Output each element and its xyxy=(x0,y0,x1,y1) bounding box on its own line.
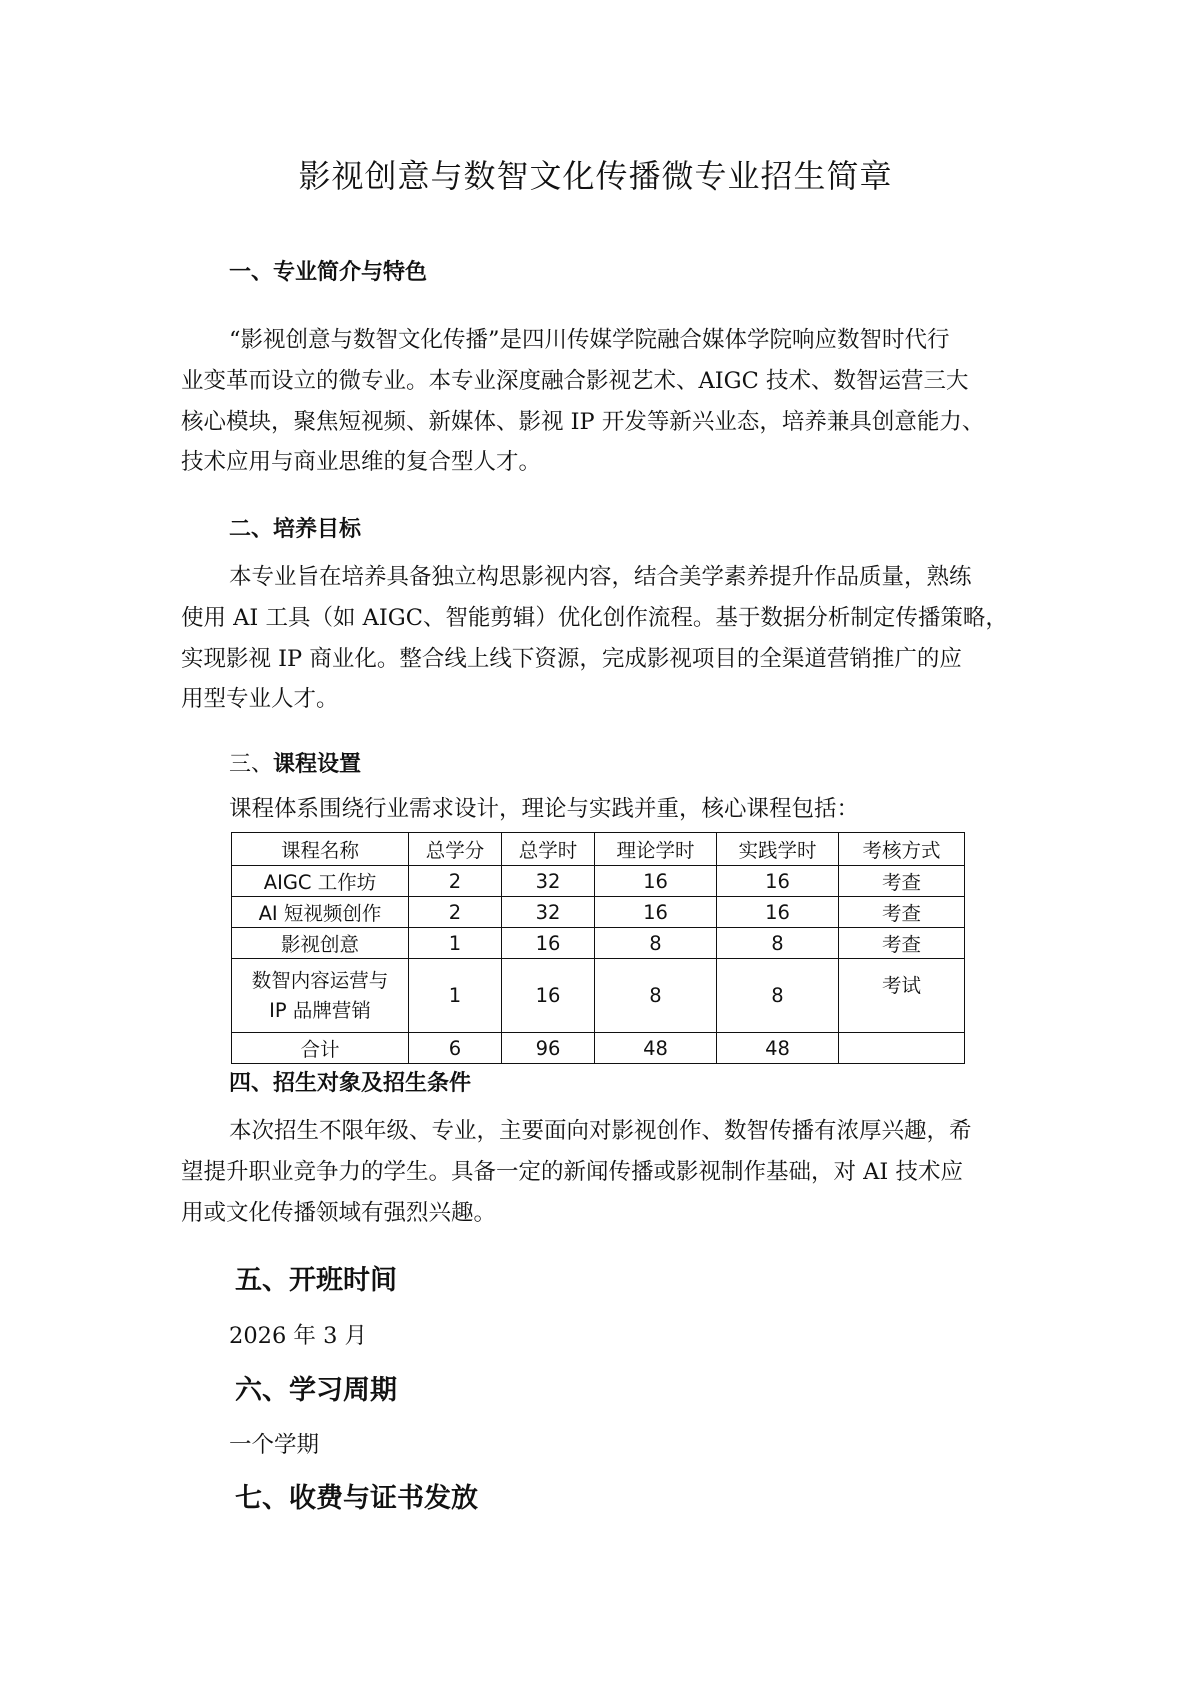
section-3-intro: 课程体系围绕行业需求设计，理论与实践并重，核心课程包括： xyxy=(229,796,860,822)
table-row xyxy=(232,928,965,959)
total-hours: 96 xyxy=(502,1033,595,1064)
course-credits: 1 xyxy=(409,928,502,959)
course-table xyxy=(231,832,965,1064)
section-2-line: 实现影视 IP 商业化。整合线上线下资源，完成影视项目的全渠道营销推广的应 xyxy=(181,645,962,672)
page-title: 影视创意与数智文化传播微专业招生简章 xyxy=(298,157,893,195)
table-total-row xyxy=(232,1033,965,1064)
course-hours: 32 xyxy=(502,866,595,897)
section-2-line: 用型专业人才。 xyxy=(181,686,339,713)
course-credits: 2 xyxy=(409,866,502,897)
table-row xyxy=(232,959,965,1033)
course-theory-hours: 8 xyxy=(595,928,717,959)
course-name: AI 短视频创作 xyxy=(232,897,409,928)
course-hours: 32 xyxy=(502,897,595,928)
course-theory-hours: 16 xyxy=(595,866,717,897)
section-3-heading xyxy=(229,749,361,781)
course-credits: 1 xyxy=(409,959,502,1033)
table-row xyxy=(232,897,965,928)
study-period: 一个学期 xyxy=(229,1432,320,1458)
section-6-heading: 六、学习周期 xyxy=(235,1375,397,1406)
table-header: 考核方式 xyxy=(839,833,965,866)
course-practice-hours: 8 xyxy=(717,928,839,959)
course-exam: 考查 xyxy=(839,897,965,928)
course-hours: 16 xyxy=(502,928,595,959)
course-practice-hours: 8 xyxy=(717,959,839,1033)
course-theory-hours: 16 xyxy=(595,897,717,928)
section-1-line: 技术应用与商业思维的复合型人才。 xyxy=(181,449,542,476)
section-1-line: 业变革而设立的微专业。本专业深度融合影视艺术、AIGC 技术、数智运营三大 xyxy=(181,367,969,394)
course-exam: 考查 xyxy=(839,928,965,959)
section-2-line: 本专业旨在培养具备独立构思影视内容，结合美学素养提升作品质量，熟练 xyxy=(229,564,972,590)
course-name xyxy=(232,959,409,1033)
table-header: 总学分 xyxy=(409,833,502,866)
section-3-heading-prefix: 三、 xyxy=(229,752,274,777)
course-practice-hours: 16 xyxy=(717,866,839,897)
course-name-line: IP 品牌营销 xyxy=(269,998,371,1022)
course-name: 影视创意 xyxy=(232,928,409,959)
total-label: 合计 xyxy=(232,1033,409,1064)
course-exam: 考查 xyxy=(839,866,965,897)
table-header: 总学时 xyxy=(502,833,595,866)
course-exam: 考试 xyxy=(839,959,965,1033)
total-theory-hours: 48 xyxy=(595,1033,717,1064)
course-credits: 2 xyxy=(409,897,502,928)
course-hours: 16 xyxy=(502,959,595,1033)
section-4-line: 望提升职业竞争力的学生。具备一定的新闻传播或影视制作基础，对 AI 技术应 xyxy=(181,1158,963,1185)
course-name: AIGC 工作坊 xyxy=(232,866,409,897)
course-practice-hours: 16 xyxy=(717,897,839,928)
section-2-body xyxy=(181,557,1017,720)
table-row xyxy=(232,866,965,897)
total-exam xyxy=(839,1033,965,1064)
section-3-heading-text: 课程设置 xyxy=(273,752,362,777)
table-header: 实践学时 xyxy=(717,833,839,866)
section-1-line: 核心模块，聚焦短视频、新媒体、影视 IP 开发等新兴业态，培养兼具创意能力、 xyxy=(181,408,985,435)
section-1-body xyxy=(181,320,1017,483)
section-2-line: 使用 AI 工具（如 AIGC、智能剪辑）优化创作流程。基于数据分析制定传播策略， xyxy=(181,604,1008,631)
section-4-body xyxy=(181,1111,1017,1233)
course-theory-hours: 8 xyxy=(595,959,717,1033)
section-4-heading: 四、招生对象及招生条件 xyxy=(229,1071,472,1096)
table-header: 课程名称 xyxy=(232,833,409,866)
course-name-line: 数智内容运营与 xyxy=(251,968,389,992)
table-header-row xyxy=(232,833,965,866)
section-1-line: “影视创意与数智文化传播”是四川传媒学院融合媒体学院响应数智时代行 xyxy=(229,327,950,353)
section-5-heading: 五、开班时间 xyxy=(235,1265,397,1296)
section-4-line: 本次招生不限年级、专业，主要面向对影视创作、数智传播有浓厚兴趣，希 xyxy=(229,1118,972,1144)
section-1-heading: 一、专业简介与特色 xyxy=(229,260,428,285)
table-header: 理论学时 xyxy=(595,833,717,866)
total-credits: 6 xyxy=(409,1033,502,1064)
section-2-heading: 二、培养目标 xyxy=(229,517,362,542)
section-7-heading: 七、收费与证书发放 xyxy=(235,1483,478,1514)
total-practice-hours: 48 xyxy=(717,1033,839,1064)
section-4-line: 用或文化传播领域有强烈兴趣。 xyxy=(181,1199,497,1226)
class-start-date: 2026 年 3 月 xyxy=(229,1323,368,1349)
